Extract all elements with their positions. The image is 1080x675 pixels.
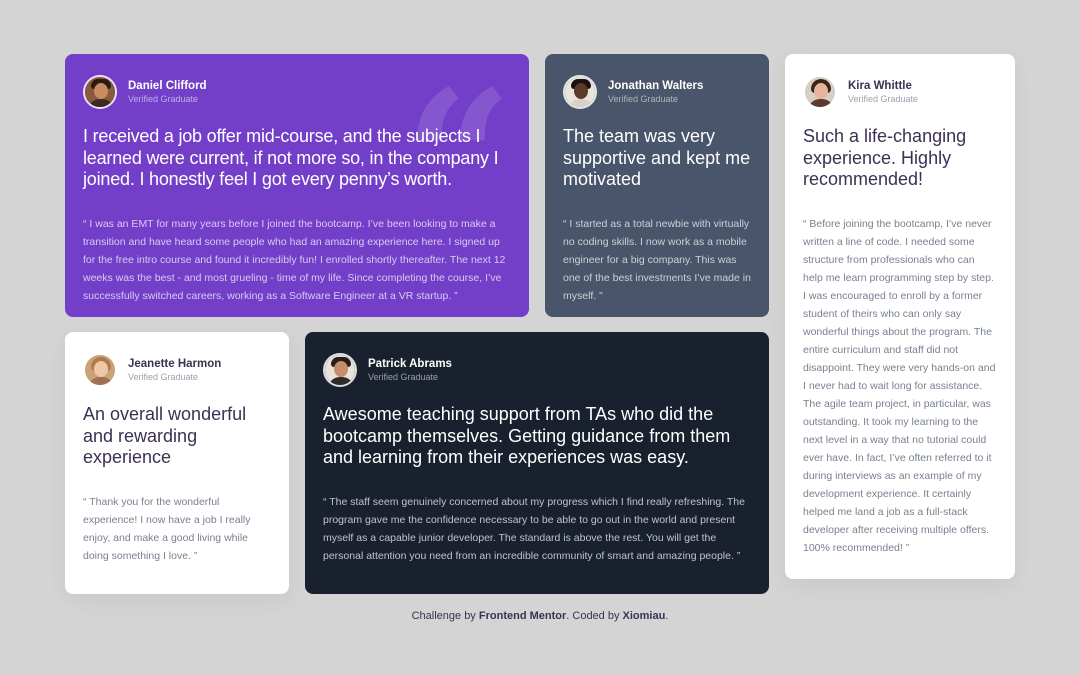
author bbox=[803, 74, 997, 110]
testimonial-card-daniel bbox=[65, 54, 529, 317]
author-name: Jonathan Walters bbox=[608, 80, 704, 92]
attribution-coded-prefix: . Coded by bbox=[566, 610, 623, 622]
frontend-mentor-link[interactable]: Frontend Mentor bbox=[478, 610, 567, 622]
attribution-prefix: Challenge by bbox=[411, 610, 479, 622]
avatar bbox=[803, 75, 837, 109]
testimonial-headline: Such a life-changing experience. Highly recommended! bbox=[803, 126, 967, 189]
testimonial-card-patrick bbox=[305, 332, 769, 594]
avatar bbox=[563, 75, 597, 109]
testimonial-body: “ Before joining the bootcamp, I’ve never written a line of code. I needed some structure from professionals who can help me learn programming step by step. I was encouraged to enroll by a former student of theirs who can only say wonderful things about the program. The entire curriculum and staff did not disappoint. They were very hands-on and I never had to wait long for assistance. The agile team project, in particular, was outstanding. It took my learning to the next level in a way that no tutorial could ever have. In fact, I’ve often referred to it during interviews as an example of my development experience. It certainly helped me land a job as a full-stack developer after receiving multiple offers. 100% recommended! ” bbox=[803, 217, 996, 554]
testimonial-headline: An overall wonderful and rewarding experience bbox=[83, 404, 247, 467]
author bbox=[323, 352, 751, 388]
avatar bbox=[83, 353, 117, 387]
author-name: Kira Whittle bbox=[848, 80, 912, 92]
testimonial-headline: I received a job offer mid-course, and the subjects I learned were current, if not more so, in the company I joined. I honestly feel I got every penny’s worth. bbox=[83, 126, 499, 189]
testimonial-body: “ The staff seem genuinely concerned about my progress which I find really refreshing. The program gave me the confidence necessary to be able to go out in the world and present myself as a capable junior developer. The standard is above the rest. You will get the personal attention you need from an incredible community of smart and amazing people. ” bbox=[323, 495, 745, 562]
author bbox=[83, 74, 511, 110]
testimonial-card-jonathan bbox=[545, 54, 769, 317]
author bbox=[83, 352, 271, 388]
author-role: Verified Graduate bbox=[128, 94, 199, 104]
author-role: Verified Graduate bbox=[848, 94, 919, 104]
quotation-mark-icon: “ bbox=[403, 54, 513, 272]
author-name: Jeanette Harmon bbox=[128, 358, 222, 370]
author-role: Verified Graduate bbox=[368, 372, 439, 382]
attribution-suffix: . bbox=[665, 610, 669, 622]
avatar bbox=[83, 75, 117, 109]
testimonial-body: “ I started as a total newbie with virtually no coding skills. I now work as a mobile engineer for a big company. This was one of the best investments I’ve made in myself. ” bbox=[563, 217, 751, 302]
testimonial-body: “ Thank you for the wonderful experience! I now have a job I really enjoy, and make a good living while doing something I love. ” bbox=[83, 495, 251, 562]
author-name: Daniel Clifford bbox=[128, 80, 207, 92]
testimonial-headline: Awesome teaching support from TAs who did the bootcamp themselves. Getting guidance from them and learning from their experiences was easy. bbox=[323, 404, 731, 467]
author-link[interactable]: Xiomiau bbox=[622, 610, 666, 622]
author-role: Verified Graduate bbox=[128, 372, 199, 382]
avatar bbox=[323, 353, 357, 387]
author-role: Verified Graduate bbox=[608, 94, 679, 104]
attribution bbox=[0, 610, 1080, 622]
author-name: Patrick Abrams bbox=[368, 358, 452, 370]
testimonial-headline: The team was very supportive and kept me motivated bbox=[563, 126, 751, 189]
testimonial-card-kira bbox=[785, 54, 1015, 579]
testimonial-card-jeanette bbox=[65, 332, 289, 594]
author bbox=[563, 74, 751, 110]
testimonial-body: “ I was an EMT for many years before I joined the bootcamp. I’ve been looking to make a transition and have heard some people who had an amazing experience here. I signed up for the free intro course and found it incredibly fun! I enrolled shortly thereafter. The next 12 weeks was the best - and most grueling - time of my life. Since completing the course, I’ve successfully switched careers, working as a Software Engineer at a VR startup. ” bbox=[83, 217, 506, 302]
